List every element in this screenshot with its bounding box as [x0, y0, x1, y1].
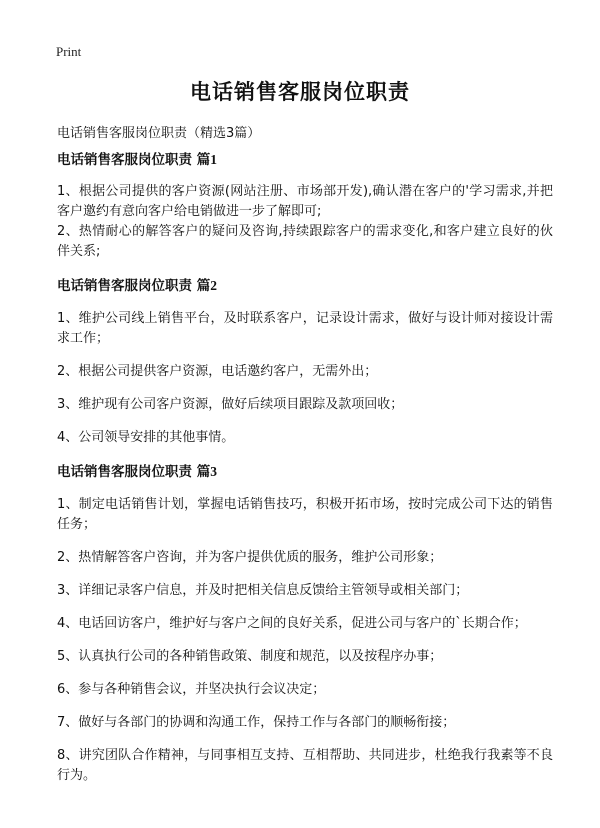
section-heading-suffix: 篇1 — [196, 152, 217, 167]
section-heading-suffix: 篇3 — [196, 464, 217, 479]
section-heading-text: 电话销售客服岗位职责 — [57, 464, 192, 480]
section-heading — [57, 150, 553, 170]
paragraph: 2、热情解答客户咨询，并为客户提供优质的服务，维护公司形象； — [57, 550, 443, 565]
paragraph: 7、做好与各部门的协调和沟通工作，保持工作与各部门的顺畅衔接； — [57, 715, 456, 730]
document-subtitle: 电话销售客服岗位职责（精选3篇） — [57, 126, 261, 141]
paragraph: 8、讲究团队合作精神，与同事相互支持、互相帮助、共同进步，杜绝我行我素等不良行为。 — [57, 748, 553, 783]
paragraph: 1、根据公司提供的客户资源(网站注册、市场部开发),确认潜在客户的'学习需求,并把客户邀约有意向客户给电销做进一步了解即可; — [57, 184, 553, 219]
section-heading — [57, 276, 553, 296]
section-heading-text: 电话销售客服岗位职责 — [57, 278, 192, 294]
paragraph: 3、维护现有公司客户资源，做好后续项目跟踪及款项回收； — [57, 397, 404, 412]
paragraph: 3、详细记录客户信息，并及时把相关信息反馈给主管领导或相关部门； — [57, 583, 469, 598]
print-label: Print — [56, 44, 82, 59]
paragraph: 1、维护公司线上销售平台，及时联系客户，记录设计需求，做好与设计师对接设计需求工作； — [57, 311, 553, 346]
section-3 — [57, 462, 553, 786]
section-heading-text: 电话销售客服岗位职责 — [57, 152, 192, 168]
paragraph: 5、认真执行公司的各种销售政策、制度和规范，以及按程序办事； — [57, 649, 443, 664]
paragraph: 4、公司领导安排的其他事情。 — [57, 430, 235, 445]
section-1 — [57, 150, 553, 262]
paragraph: 6、参与各种销售会议，并坚决执行会议决定； — [57, 682, 326, 697]
section-heading — [57, 462, 553, 482]
document-body — [57, 150, 553, 786]
paragraph: 2、热情耐心的解答客户的疑问及咨询,持续跟踪客户的需求变化,和客户建立良好的伙伴关系; — [57, 224, 553, 259]
paragraph: 4、电话回访客户，维护好与客户之间的良好关系，促进公司与客户的`长期合作； — [57, 616, 527, 631]
paragraph: 2、根据公司提供客户资源，电话邀约客户，无需外出； — [57, 364, 378, 379]
document-title: 电话销售客服岗位职责 — [190, 80, 410, 104]
section-2 — [57, 276, 553, 448]
paragraph: 1、制定电话销售计划，掌握电话销售技巧，积极开拓市场，按时完成公司下达的销售任务； — [57, 497, 553, 532]
section-heading-suffix: 篇2 — [196, 278, 217, 293]
